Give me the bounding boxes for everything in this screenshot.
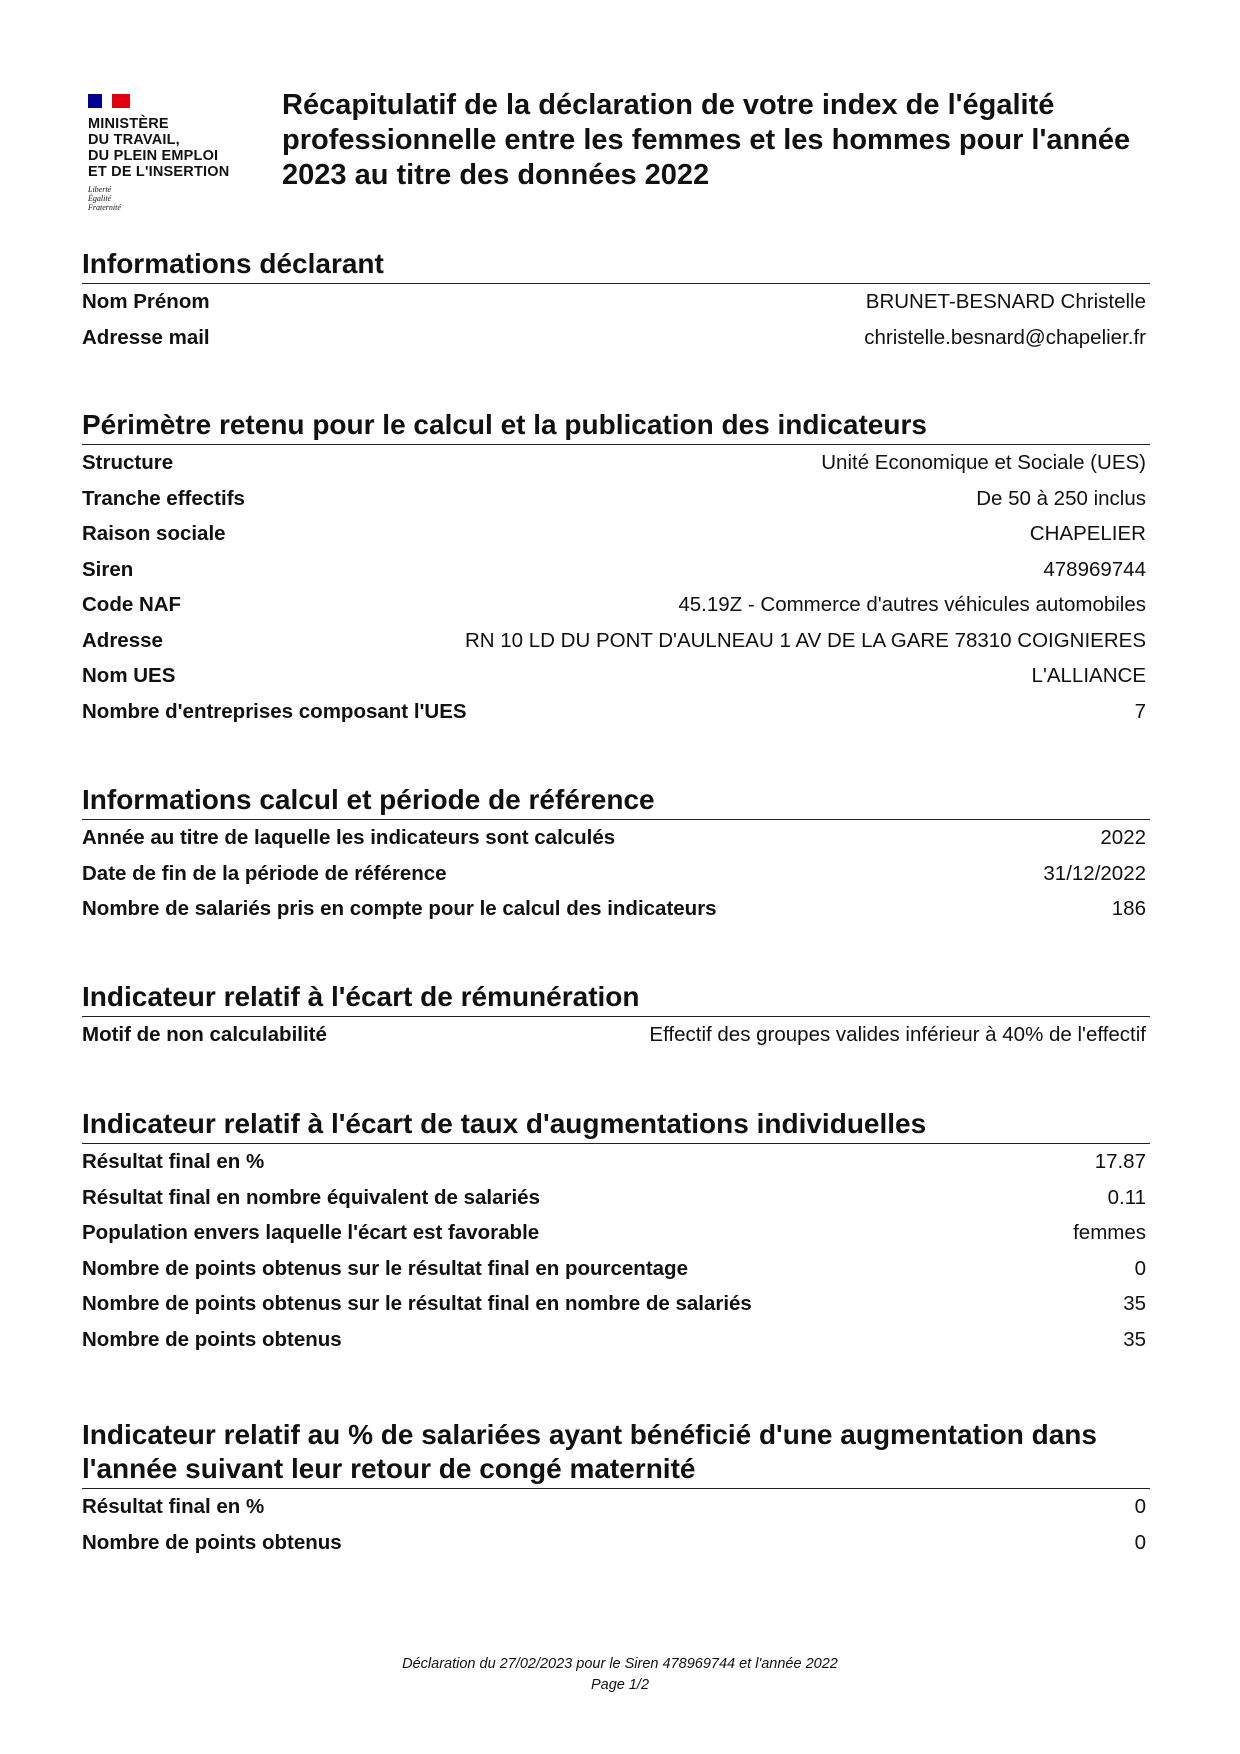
- field-label: Tranche effectifs: [82, 486, 245, 510]
- field-label: Adresse mail: [82, 325, 210, 349]
- field-row: [82, 664, 1150, 700]
- ministry-line: ET DE L'INSERTION: [88, 164, 230, 180]
- field-label: Nombre de points obtenus: [82, 1530, 342, 1554]
- ministry-name: [88, 116, 258, 180]
- section-heading: Indicateur relatif au % de salariées ayant bénéficié d'une augmentation dans l'année suivant leur retour de congé maternité: [82, 1418, 1150, 1489]
- field-row: [82, 326, 1150, 362]
- section-heading: Indicateur relatif à l'écart de rémunération: [82, 980, 1150, 1017]
- field-value: 17.87: [1094, 1150, 1146, 1173]
- republic-motto: [88, 185, 258, 212]
- field-label: Nombre d'entreprises composant l'UES: [82, 699, 467, 723]
- field-row: [82, 862, 1150, 898]
- field-row: [82, 290, 1150, 326]
- field-label: Résultat final en nombre équivalent de salariés: [82, 1185, 540, 1209]
- field-label: Année au titre de laquelle les indicateurs sont calculés: [82, 826, 616, 849]
- field-value: Effectif des groupes valides inférieur à 40% de l'effectif: [649, 1023, 1146, 1046]
- field-value: 35: [1123, 1292, 1146, 1315]
- field-value: Unité Economique et Sociale (UES): [821, 451, 1146, 474]
- page-footer: [0, 1654, 1240, 1696]
- field-value: 0: [1134, 1495, 1146, 1518]
- field-row: [82, 1531, 1150, 1567]
- field-label: Résultat final en %: [82, 1150, 265, 1173]
- field-label: Nombre de points obtenus sur le résultat final en nombre de salariés: [82, 1292, 752, 1315]
- field-row: [82, 897, 1150, 933]
- field-value: BRUNET-BESNARD Christelle: [865, 290, 1146, 313]
- field-label: Nombre de salariés pris en compte pour le calcul des indicateurs: [82, 897, 717, 920]
- field-label: Motif de non calculabilité: [82, 1023, 327, 1046]
- field-row: [82, 451, 1150, 487]
- field-label: Date de fin de la période de référence: [82, 861, 447, 885]
- field-row: [82, 700, 1150, 736]
- field-value: femmes: [1073, 1221, 1146, 1244]
- field-value: 7: [1134, 699, 1146, 723]
- section-heading: Indicateur relatif à l'écart de taux d'augmentations individuelles: [82, 1107, 1150, 1144]
- section-maternite: [82, 1418, 1150, 1566]
- field-row: [82, 1023, 1150, 1059]
- field-value: 186: [1111, 897, 1146, 920]
- field-row: [82, 1495, 1150, 1531]
- field-row: [82, 1257, 1150, 1293]
- field-row: [82, 1292, 1150, 1328]
- field-value: De 50 à 250 inclus: [976, 486, 1146, 510]
- field-value: 0.11: [1107, 1185, 1146, 1209]
- section-heading: Informations calcul et période de référence: [82, 783, 1150, 820]
- field-row: [82, 1150, 1150, 1186]
- motto-line: Fraternité: [88, 203, 121, 212]
- field-value: L'ALLIANCE: [1031, 664, 1146, 687]
- ministry-line: MINISTÈRE: [88, 116, 169, 132]
- field-value: 31/12/2022: [1043, 861, 1146, 885]
- motto-line: Égalité: [88, 194, 112, 203]
- field-row: [82, 487, 1150, 523]
- field-label: Nom UES: [82, 664, 176, 687]
- section-remuneration: [82, 980, 1150, 1059]
- field-label: Population envers laquelle l'écart est favorable: [82, 1221, 540, 1244]
- field-value: 0: [1134, 1530, 1146, 1554]
- field-value: christelle.besnard@chapelier.fr: [864, 325, 1146, 349]
- section-heading: Périmètre retenu pour le calcul et la publication des indicateurs: [82, 408, 1150, 445]
- field-label: Résultat final en %: [82, 1495, 265, 1518]
- page-title: Récapitulatif de la déclaration de votre index de l'égalité professionnelle entre les femmes et les hommes pour l'année 2023 au titre des données 2022: [282, 89, 1131, 191]
- field-row: [82, 826, 1150, 862]
- ministry-line: DU TRAVAIL,: [88, 132, 180, 148]
- section-augmentations: [82, 1107, 1150, 1363]
- field-value: RN 10 LD DU PONT D'AULNEAU 1 AV DE LA GARE 78310 COIGNIERES: [464, 628, 1146, 652]
- field-row: [82, 1328, 1150, 1364]
- field-label: Adresse: [82, 628, 163, 652]
- field-value: 478969744: [1043, 557, 1146, 581]
- section-heading: Informations déclarant: [82, 247, 1150, 284]
- field-row: [82, 629, 1150, 665]
- field-value: 35: [1123, 1327, 1146, 1351]
- motto-line: Liberté: [88, 185, 112, 194]
- field-value: 2022: [1100, 826, 1146, 849]
- field-label: Structure: [82, 451, 174, 474]
- section-perimetre: [82, 408, 1150, 735]
- field-label: Nombre de points obtenus: [82, 1327, 342, 1351]
- field-label: Code NAF: [82, 593, 182, 616]
- ministry-logo: [88, 94, 258, 212]
- page-number: Page 1/2: [590, 1677, 650, 1693]
- field-label: Nombre de points obtenus sur le résultat final en pourcentage: [82, 1256, 688, 1280]
- french-flag-icon: [88, 94, 130, 108]
- field-label: Raison sociale: [82, 522, 226, 545]
- declaration-info: Déclaration du 27/02/2023 pour le Siren 478969744 et l'année 2022: [402, 1656, 838, 1672]
- field-label: Siren: [82, 557, 134, 581]
- ministry-line: DU PLEIN EMPLOI: [88, 148, 219, 164]
- field-value: 0: [1134, 1256, 1146, 1280]
- field-row: [82, 1186, 1150, 1222]
- field-row: [82, 522, 1150, 558]
- section-calcul: [82, 783, 1150, 933]
- field-label: Nom Prénom: [82, 290, 210, 313]
- field-value: 45.19Z - Commerce d'autres véhicules automobiles: [678, 593, 1146, 616]
- field-row: [82, 1221, 1150, 1257]
- field-row: [82, 558, 1150, 594]
- field-row: [82, 593, 1150, 629]
- field-value: CHAPELIER: [1029, 522, 1146, 545]
- section-declarant: [82, 247, 1150, 361]
